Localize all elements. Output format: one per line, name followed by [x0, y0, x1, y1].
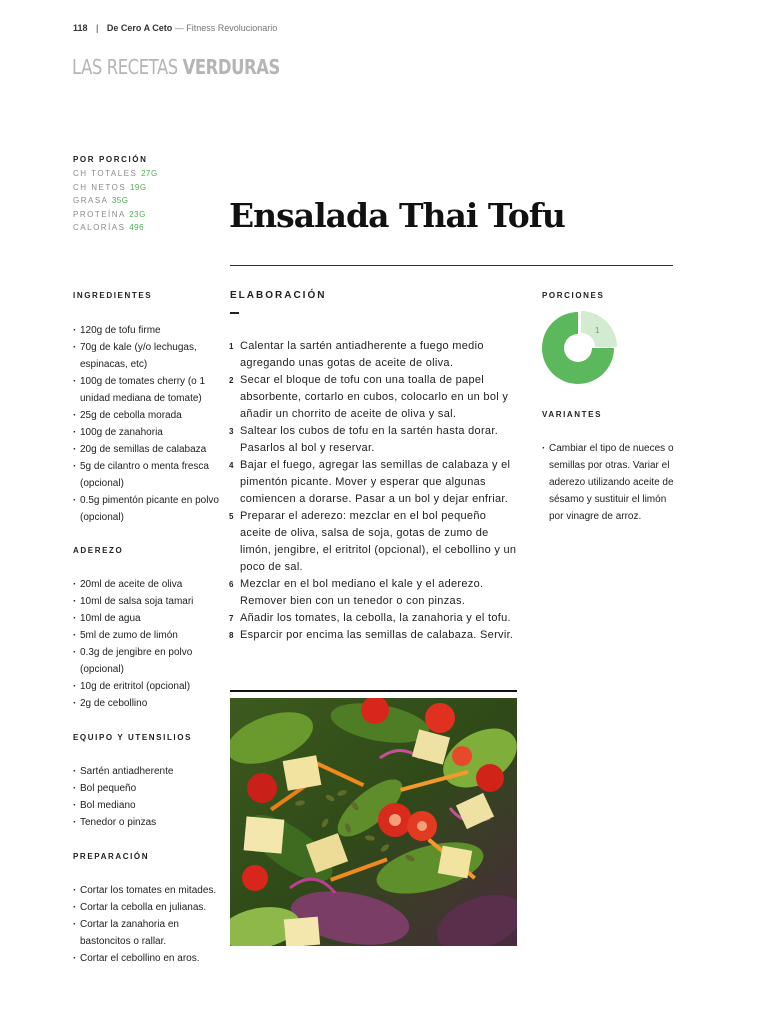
- nutrition-row: [73, 167, 158, 181]
- elaboration-heading: ELABORACIÓN: [230, 290, 327, 301]
- step-text: Preparar el aderezo: mezclar en el bol pequeño aceite de oliva, salsa de soja, gotas de zumo de limón, jengibre, el eritritol (opcional), el cebollino y un poco de sal.: [240, 510, 517, 573]
- step-item: [229, 457, 519, 508]
- list-item: · 100g de zanahoria: [73, 424, 223, 441]
- list-item: · 10ml de salsa soja tamari: [73, 593, 223, 610]
- nutrition-value: 23G: [129, 209, 146, 219]
- list-item: · Bol mediano: [73, 797, 223, 814]
- ingredients-section: [73, 291, 223, 526]
- elaboration-dash: [230, 312, 239, 314]
- nutrition-row: [73, 221, 158, 235]
- preparation-section: [73, 852, 223, 967]
- dressing-list: [73, 576, 223, 712]
- step-item: [229, 508, 519, 576]
- step-text: Bajar el fuego, agregar las semillas de calabaza y el pimentón picante. Mover y esperar que algunas comiencen a dorarse. Pasar a un bol y dejar enfriar.: [240, 459, 511, 505]
- section-title: [72, 55, 280, 79]
- list-item: · 20g de semillas de calabaza: [73, 441, 223, 458]
- portions-heading: PORCIONES: [542, 291, 605, 300]
- nutrition-value: 27G: [141, 169, 158, 178]
- step-item: [229, 627, 519, 644]
- dressing-section: [73, 546, 223, 712]
- step-text: Secar el bloque de tofu con una toalla de papel absorbente, cortarlo en cubos, colocarlo en un bol y añadir un chorrito de aceite de oliva y sal.: [240, 374, 509, 420]
- list-item: · 10g de eritritol (opcional): [73, 678, 223, 695]
- list-item: · Cambiar el tipo de nueces o semillas por otras. Variar el aderezo utilizando aceite de sésamo y sustituir el limón por vinagre de arroz.: [542, 440, 682, 525]
- variants-heading: VARIANTES: [542, 410, 603, 419]
- photo-divider: [230, 690, 517, 692]
- ingredients-list: [73, 322, 223, 526]
- list-item: · Cortar la zanahoria en bastoncitos o rallar.: [73, 916, 223, 950]
- list-item: · 100g de tomates cherry (o 1 unidad mediana de tomate): [73, 373, 223, 407]
- portions-pie-label: 1: [595, 326, 600, 335]
- list-item: · 70g de kale (y/o lechugas, espinacas, etc): [73, 339, 223, 373]
- step-number: 1: [229, 342, 234, 351]
- step-text: Esparcir por encima las semillas de calabaza. Servir.: [240, 629, 514, 641]
- equipment-heading: EQUIPO Y UTENSILIOS: [73, 733, 193, 742]
- list-item: · Cortar el cebollino en aros.: [73, 950, 223, 967]
- step-text: Calentar la sartén antiadherente a fuego medio agregando unas gotas de aceite de oliva.: [240, 340, 484, 369]
- portions-donut-icon: [540, 310, 620, 388]
- list-item: · Sartén antiadherente: [73, 763, 223, 780]
- list-item: · 5ml de zumo de limón: [73, 627, 223, 644]
- book-title: De Cero A Ceto: [106, 23, 173, 33]
- recipe-title: Ensalada Thai Tofu: [229, 196, 565, 235]
- running-header: [73, 23, 277, 33]
- nutrition-row: [73, 194, 158, 208]
- nutrition-value: 496: [129, 223, 145, 232]
- list-item: · 0.3g de jengibre en polvo (opcional): [73, 644, 223, 678]
- nutrition-label: GRASA: [73, 196, 109, 205]
- dressing-heading: ADEREZO: [73, 546, 124, 555]
- step-number: 8: [229, 631, 234, 640]
- step-item: [229, 372, 519, 423]
- step-text: Mezclar en el bol mediano el kale y el aderezo. Remover bien con un tenedor o con pinzas.: [240, 578, 484, 607]
- section-name: VERDURAS: [182, 55, 280, 79]
- list-item: · 5g de cilantro o menta fresca (opcional): [73, 458, 223, 492]
- list-item: · Tenedor o pinzas: [73, 814, 223, 831]
- list-item: · 0.5g pimentón picante en polvo (opcional): [73, 492, 223, 526]
- title-divider: [230, 265, 673, 266]
- step-item: [229, 338, 519, 372]
- equipment-list: [73, 763, 223, 831]
- list-item: · 120g de tofu firme: [73, 322, 223, 339]
- header-separator: |: [96, 23, 99, 33]
- step-number: 4: [229, 461, 234, 470]
- list-item: · Cortar la cebolla en julianas.: [73, 899, 223, 916]
- section-prefix: LAS RECETAS: [72, 55, 178, 79]
- book-subtitle: — Fitness Revolucionario: [174, 23, 278, 33]
- page-number: 118: [73, 23, 88, 33]
- salad-photo: [230, 698, 517, 946]
- list-item: · 25g de cebolla morada: [73, 407, 223, 424]
- step-number: 6: [229, 580, 234, 589]
- nutrition-label: CALORÍAS: [73, 223, 126, 232]
- list-item: · 20ml de aceite de oliva: [73, 576, 223, 593]
- step-text: Saltear los cubos de tofu en la sartén hasta dorar. Pasarlos al bol y reservar.: [240, 425, 499, 454]
- nutrition-panel: [73, 155, 158, 235]
- nutrition-label: CH NETOS: [73, 182, 127, 192]
- step-item: [229, 610, 519, 627]
- step-text: Añadir los tomates, la cebolla, la zanahoria y el tofu.: [240, 612, 511, 624]
- list-item: · Cortar los tomates en mitades.: [73, 882, 223, 899]
- step-number: 7: [229, 614, 234, 623]
- list-item: · Bol pequeño: [73, 780, 223, 797]
- list-item: · 10ml de agua: [73, 610, 223, 627]
- step-item: [229, 423, 519, 457]
- list-item: · 2g de cebollino: [73, 695, 223, 712]
- nutrition-value: 35G: [111, 196, 129, 205]
- ingredients-heading: INGREDIENTES: [73, 291, 153, 300]
- nutrition-value: 19G: [129, 182, 147, 192]
- preparation-heading: PREPARACIÓN: [73, 852, 150, 861]
- step-number: 2: [229, 376, 234, 385]
- elaboration-steps: [229, 338, 519, 644]
- step-item: [229, 576, 519, 610]
- nutrition-row: [73, 181, 158, 195]
- equipment-section: [73, 733, 223, 831]
- salad-photo-illustration: [230, 698, 517, 946]
- nutrition-label: CH TOTALES: [73, 169, 138, 178]
- nutrition-label: PROTEÍNA: [73, 209, 126, 219]
- nutrition-row: [73, 208, 158, 222]
- step-number: 5: [229, 512, 234, 521]
- portions-pie: [540, 310, 620, 388]
- variants-list: [542, 440, 682, 525]
- nutrition-heading: POR PORCIÓN: [73, 155, 148, 164]
- step-number: 3: [229, 427, 234, 436]
- preparation-list: [73, 882, 223, 967]
